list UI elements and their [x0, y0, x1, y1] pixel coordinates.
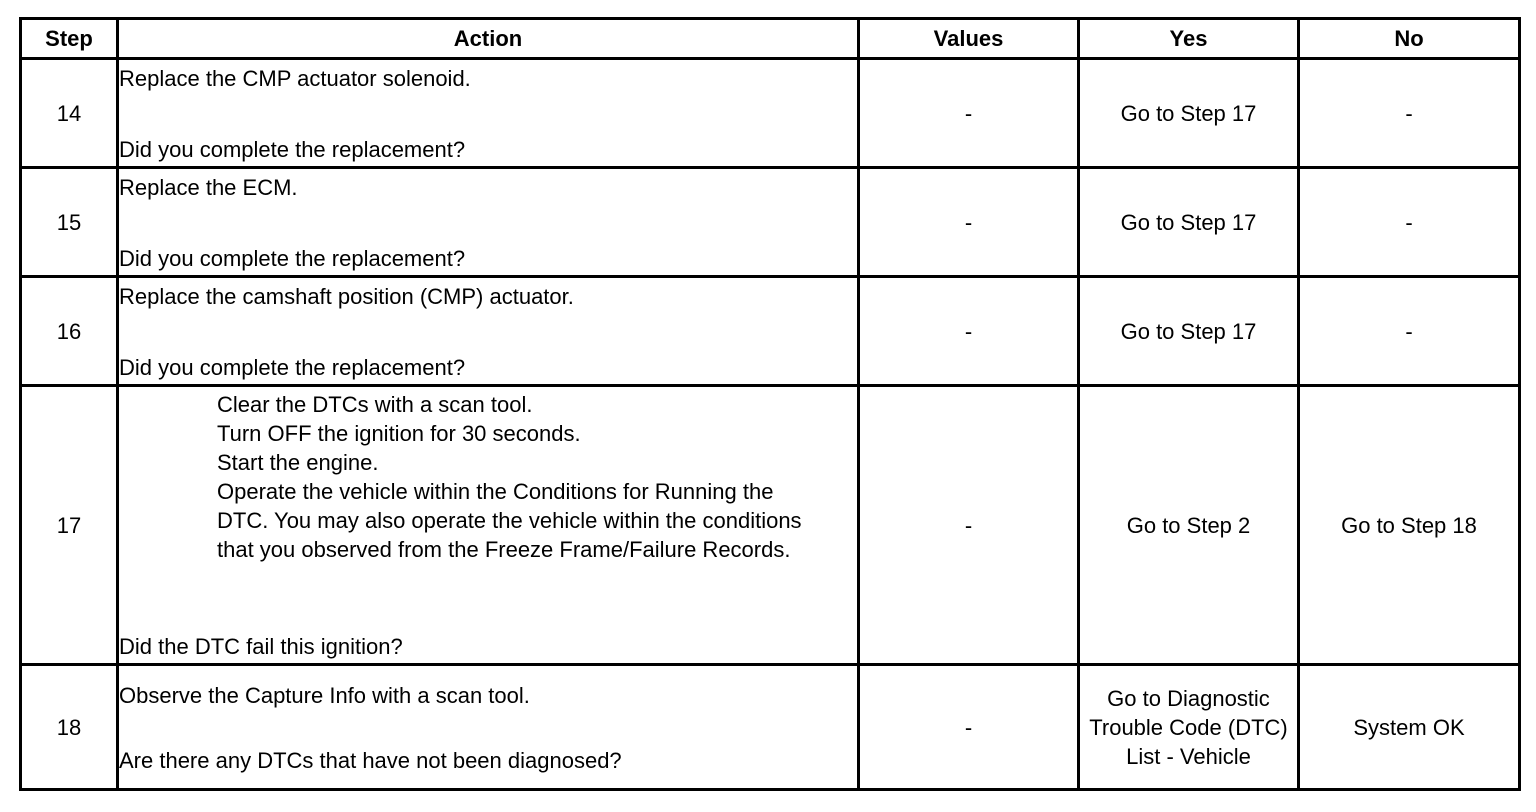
yes-cell: Go to Step 17	[1079, 59, 1299, 168]
action-cell	[118, 665, 859, 790]
no-cell: System OK	[1299, 665, 1520, 790]
action-cell	[118, 59, 859, 168]
table-row-step-17	[21, 386, 1520, 665]
action-checklist	[119, 390, 817, 564]
checklist-item: Operate the vehicle within the Conditions for Running the DTC. You may also operate the vehicle within the conditions that you observed from the Freeze Frame/Failure Records.	[217, 479, 802, 562]
header-action: Action	[118, 19, 859, 59]
values-cell: -	[859, 168, 1079, 277]
action-instruction: Replace the camshaft position (CMP) actuator.	[119, 284, 574, 309]
action-instruction: Observe the Capture Info with a scan tool.	[119, 683, 530, 708]
action-cell	[118, 168, 859, 277]
table-row-step-15	[21, 168, 1520, 277]
step-number: 14	[21, 59, 118, 168]
action-question: Did you complete the replacement?	[119, 137, 466, 162]
no-cell: -	[1299, 277, 1520, 386]
diagnostic-steps-table	[19, 17, 1521, 791]
action-question: Are there any DTCs that have not been diagnosed?	[119, 748, 622, 773]
values-cell: -	[859, 277, 1079, 386]
header-no: No	[1299, 19, 1520, 59]
no-cell: -	[1299, 59, 1520, 168]
values-cell: -	[859, 59, 1079, 168]
table-row-step-18	[21, 665, 1520, 790]
action-question: Did you complete the replacement?	[119, 355, 466, 380]
action-instruction: Replace the ECM.	[119, 175, 298, 200]
header-step: Step	[21, 19, 118, 59]
action-instruction: Replace the CMP actuator solenoid.	[119, 66, 471, 91]
step-number: 15	[21, 168, 118, 277]
checklist-item: Turn OFF the ignition for 30 seconds.	[217, 421, 581, 446]
checklist-item: Clear the DTCs with a scan tool.	[217, 392, 533, 417]
table-header-row	[21, 19, 1520, 59]
values-cell: -	[859, 386, 1079, 665]
step-number: 18	[21, 665, 118, 790]
yes-cell-link: Go to Diagnostic Trouble Code (DTC) List - Vehicle	[1079, 665, 1299, 790]
header-yes: Yes	[1079, 19, 1299, 59]
yes-cell: Go to Step 17	[1079, 277, 1299, 386]
yes-cell: Go to Step 2	[1079, 386, 1299, 665]
values-cell: -	[859, 665, 1079, 790]
action-cell	[118, 386, 859, 665]
action-cell	[118, 277, 859, 386]
step-number: 17	[21, 386, 118, 665]
no-cell: -	[1299, 168, 1520, 277]
action-question: Did the DTC fail this ignition?	[119, 634, 403, 659]
header-values: Values	[859, 19, 1079, 59]
diagnostic-table-container	[19, 17, 1521, 791]
step-number: 16	[21, 277, 118, 386]
no-cell: Go to Step 18	[1299, 386, 1520, 665]
yes-cell: Go to Step 17	[1079, 168, 1299, 277]
table-row-step-14	[21, 59, 1520, 168]
checklist-item: Start the engine.	[217, 450, 379, 475]
action-question: Did you complete the replacement?	[119, 246, 466, 271]
table-row-step-16	[21, 277, 1520, 386]
